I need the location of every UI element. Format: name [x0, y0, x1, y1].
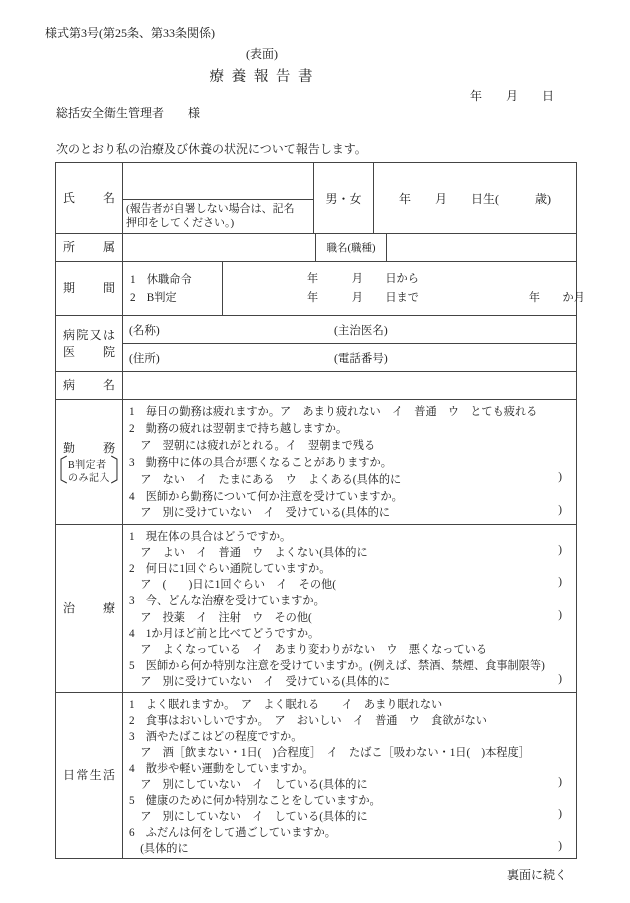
question-text: 5 健康のために何か特別なことをしていますか。 — [129, 795, 381, 807]
question-line — [129, 609, 562, 625]
disease-field — [123, 372, 576, 399]
question-line — [129, 592, 562, 608]
question-text: (具体的に — [129, 843, 189, 855]
closing-paren: ) — [558, 840, 562, 852]
question-line — [129, 641, 562, 657]
hospital-phone-label: (電話番号) — [334, 352, 388, 365]
hospital-fields — [123, 316, 576, 371]
work-label-note-text — [68, 459, 110, 485]
question-line — [129, 420, 562, 436]
question-text: 2 食事はおいしいですか。 ア おいしい イ 普通 ウ 食欲がない — [129, 715, 487, 727]
daily-life-label-text: 日 常 生 活 — [63, 768, 115, 782]
question-line — [129, 528, 562, 544]
left-bracket-glyph: 〔 — [41, 454, 68, 488]
treatment-section-row — [56, 524, 576, 692]
right-bracket-glyph: 〕 — [110, 454, 137, 488]
addressee: 総括安全衛生管理者 様 — [56, 106, 201, 120]
question-line — [129, 625, 562, 641]
question-line — [129, 403, 562, 419]
work-label-note — [41, 454, 137, 488]
hospital-row — [56, 315, 576, 371]
question-text: ア 別に受けていない イ 受けている(具体的に — [129, 507, 391, 520]
question-line — [129, 760, 562, 776]
question-text: ア 酒［飲まない・1日( )合程度］ イ たばこ［吸わない・1日( )本程度］ — [129, 747, 530, 759]
disease-label — [56, 372, 123, 399]
question-text: 4 1か月ほど前と比べてどうですか。 — [129, 627, 320, 640]
department-label-text: 所 属 — [63, 240, 115, 254]
question-line — [129, 712, 562, 728]
question-line — [129, 437, 562, 453]
question-text: ア 別にしていない イ している(具体的に — [129, 811, 368, 823]
side-label: (表面) — [246, 47, 278, 61]
period-date-to: 年 月 日まで — [307, 291, 419, 304]
disease-row — [56, 371, 576, 399]
question-text: ア 別に受けていない イ 受けている(具体的に — [129, 675, 391, 688]
period-date-to-line — [307, 289, 585, 308]
hospital-label-line1: 病 院 又 は — [63, 327, 115, 342]
work-section-label — [41, 400, 137, 524]
treatment-questions — [123, 525, 576, 692]
closing-paren: ) — [558, 544, 562, 557]
hospital-label — [56, 316, 123, 371]
period-label — [56, 262, 123, 315]
period-options — [123, 262, 223, 315]
period-duration: 年 か月 — [528, 291, 585, 304]
daily-life-section-row — [56, 692, 576, 858]
work-section-row — [41, 399, 576, 524]
question-line — [129, 673, 562, 689]
period-option-2: 2 B判定 — [130, 291, 177, 304]
footer-note: 裏面に続く — [506, 868, 567, 882]
period-date-from: 年 月 日から — [307, 272, 419, 285]
signature-note — [123, 200, 313, 233]
name-label-text: 氏 名 — [63, 190, 115, 205]
question-line — [129, 454, 562, 470]
closing-paren: ) — [558, 576, 562, 589]
question-line — [129, 728, 562, 744]
department-row — [56, 233, 576, 261]
document-title: 療 養 報 告 書 — [209, 69, 315, 85]
question-text: ア 投薬 イ 注射 ウ その他( — [129, 611, 312, 624]
closing-paren: ) — [558, 470, 562, 483]
question-text: 3 勤務中に体の具合が悪くなることがありますか。 — [129, 456, 392, 469]
question-text: 5 医師から何か特別な注意を受けていますか。(例えば、禁酒、禁煙、食事制限等) — [129, 659, 545, 672]
report-table — [41, 162, 585, 859]
period-dates — [223, 262, 585, 315]
question-text: 2 勤務の疲れは翌朝まで持ち越しますか。 — [129, 423, 348, 436]
hospital-address-label: (住所) — [129, 352, 160, 365]
question-text: 6 ふだんは何をして過ごしていますか。 — [129, 827, 336, 839]
jobtitle-label: 職名(職種) — [316, 234, 387, 261]
question-text: 1 よく眠れますか。 ア よく眠れる イ あまり眠れない — [129, 699, 443, 711]
question-line — [129, 776, 562, 792]
question-text: 3 今、どんな治療を受けていますか。 — [129, 595, 325, 608]
daily-life-section-label — [56, 693, 123, 858]
closing-paren: ) — [558, 608, 562, 621]
question-text: ア 翌朝には疲れがとれる。イ 翌朝まで残る — [129, 440, 376, 453]
question-text: 3 酒やたばこはどの程度ですか。 — [129, 731, 303, 743]
attending-doctor-label: (主治医名) — [334, 324, 388, 337]
name-row — [56, 163, 576, 233]
treatment-label-text: 治 療 — [63, 601, 115, 615]
question-text: 1 毎日の勤務は疲れますか。ア あまり疲れない イ 普通 ウ とても疲れる — [129, 406, 538, 419]
department-label — [56, 234, 123, 261]
signature-note-line1: (報告者が自署しない場合は、記名 — [126, 203, 295, 215]
question-line — [129, 840, 562, 856]
question-text: 4 散歩や軽い運動をしていますか。 — [129, 763, 314, 775]
work-label-text: 勤 務 — [63, 440, 115, 455]
period-row — [56, 261, 585, 315]
question-text: ア よくなっている イ あまり変わりがない ウ 悪くなっている — [129, 643, 488, 656]
closing-paren: ) — [558, 672, 562, 685]
work-questions — [123, 400, 576, 524]
signature-note-line2: 押印をしてください。) — [126, 217, 235, 229]
hospital-label-line2: 医 院 — [63, 344, 115, 359]
jobtitle-field — [387, 234, 576, 261]
name-label — [56, 163, 123, 233]
question-line — [129, 488, 562, 504]
question-line — [129, 824, 562, 840]
work-note-line2: のみ記入 — [68, 472, 110, 484]
signature-area — [123, 163, 313, 200]
daily-life-questions — [123, 693, 576, 858]
work-note-line1: B判定者 — [68, 459, 107, 471]
question-line — [129, 657, 562, 673]
name-field — [123, 163, 314, 233]
sex-cell: 男・女 — [314, 163, 374, 233]
department-field — [123, 234, 316, 261]
question-line — [129, 792, 562, 808]
form-number: 様式第3号(第25条、第33条関係) — [45, 26, 215, 40]
treatment-section-label — [56, 525, 123, 692]
question-text: 4 医師から勤務について何か注意を受けていますか。 — [129, 490, 403, 503]
question-line — [129, 544, 562, 560]
period-label-text: 期 間 — [63, 281, 115, 295]
closing-paren: ) — [558, 776, 562, 788]
question-line — [129, 504, 562, 520]
hospital-name-label: (名称) — [129, 324, 160, 337]
question-text: 2 何日に1回ぐらい通院していますか。 — [129, 563, 331, 576]
question-text: 1 現在体の具合はどうですか。 — [129, 531, 292, 544]
question-text: ア ( )日に1回ぐらい イ その他( — [129, 579, 336, 592]
question-line — [129, 744, 562, 760]
hospital-name-line — [123, 316, 576, 344]
birth-date-cell: 年 月 日生( 歳) — [399, 191, 551, 206]
question-line — [129, 808, 562, 824]
question-text: ア よい イ 普通 ウ よくない(具体的に — [129, 547, 368, 560]
question-text: ア ない イ たまにある ウ よくある(具体的に — [129, 473, 402, 486]
question-line — [129, 560, 562, 576]
disease-label-text: 病 名 — [63, 378, 115, 392]
closing-paren: ) — [558, 504, 562, 517]
closing-paren: ) — [558, 808, 562, 820]
question-line — [129, 471, 562, 487]
hospital-address-line — [123, 344, 576, 371]
report-date: 年 月 日 — [470, 89, 555, 103]
question-line — [129, 576, 562, 592]
period-option-1: 1 休職命令 — [130, 273, 192, 286]
question-line — [129, 696, 562, 712]
intro-text: 次のとおり私の治療及び休養の状況について報告します。 — [56, 142, 367, 156]
question-text: ア 別にしていない イ している(具体的に — [129, 779, 368, 791]
